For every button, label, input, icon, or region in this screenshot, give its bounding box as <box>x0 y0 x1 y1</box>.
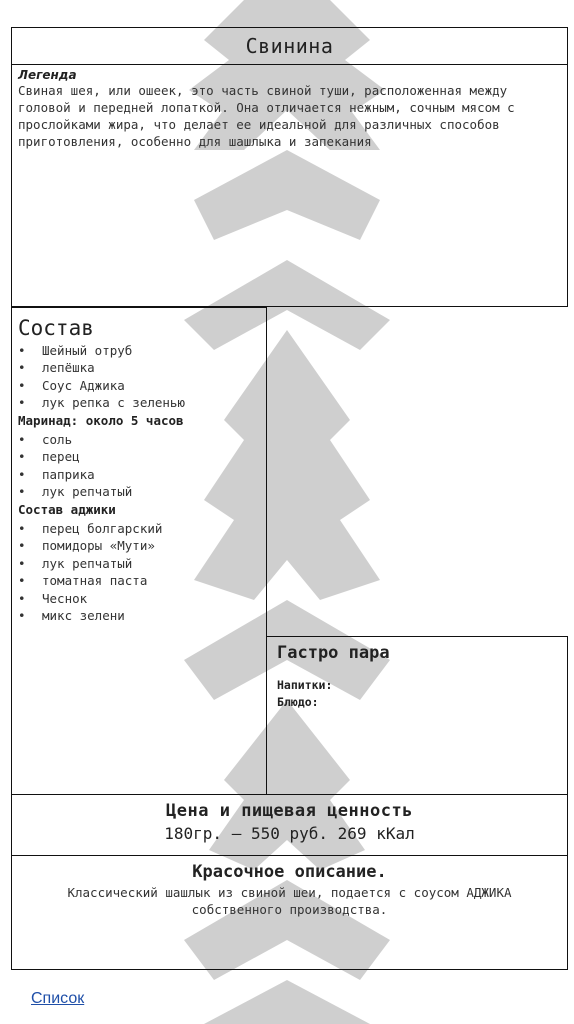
list-item: • Чеснок <box>18 590 88 606</box>
price-panel <box>11 794 568 856</box>
description-title: Красочное описание. <box>192 862 387 882</box>
list-item: • перец <box>18 449 80 465</box>
composition-title: Состав <box>18 316 94 340</box>
list-item: • лук репчатый <box>18 555 133 571</box>
title-legend-panel <box>11 27 568 307</box>
ingredient-list <box>12 342 266 412</box>
description-text: Классический шашлык из свиной шеи, подается с соусом АДЖИКА собственного производства. <box>67 885 512 917</box>
list-item: • Соус Аджика <box>18 377 125 393</box>
list-item: • микс зелени <box>18 608 125 624</box>
legend-text: Свиная шея, или ошеек, это часть свиной туши, расположенная между головой и передней лопаткой. Она отличается нежным, сочным мясом с прослойками жира, что делает ее идеальной для различных способов приготовления, особенно для шашлыка и запекания <box>18 83 515 149</box>
list-item: • лепёшка <box>18 360 95 376</box>
price-title: Цена и пищевая ценность <box>166 801 413 821</box>
list-item: • томатная паста <box>18 573 148 589</box>
composition-panel <box>11 307 267 795</box>
gastro-pair-panel <box>266 636 568 795</box>
list-item: • лук репка с зеленью <box>18 395 185 411</box>
description-panel <box>11 855 568 970</box>
gastro-title: Гастро пара <box>277 643 390 663</box>
price-value: 180гр. – 550 руб. 269 кКал <box>164 824 415 843</box>
drinks-label: Напитки: <box>277 678 333 692</box>
list-item: • лук репчатый <box>18 484 133 500</box>
adjika-list <box>12 520 266 624</box>
marinade-list <box>12 431 266 501</box>
list-item: • паприка <box>18 466 95 482</box>
adjika-heading: Состав аджики <box>18 501 116 517</box>
dish-label: Блюдо: <box>277 695 319 709</box>
list-item: • помидоры «Мути» <box>18 538 155 554</box>
list-link[interactable]: Список <box>31 990 85 1007</box>
list-item: • Шейный отруб <box>18 343 133 358</box>
page-title: Свинина <box>245 34 334 58</box>
list-item: • соль <box>18 432 73 448</box>
marinade-heading: Маринад: около 5 часов <box>18 412 184 428</box>
list-item: • перец болгарский <box>18 521 163 537</box>
legend-heading: Легенда <box>18 68 77 82</box>
